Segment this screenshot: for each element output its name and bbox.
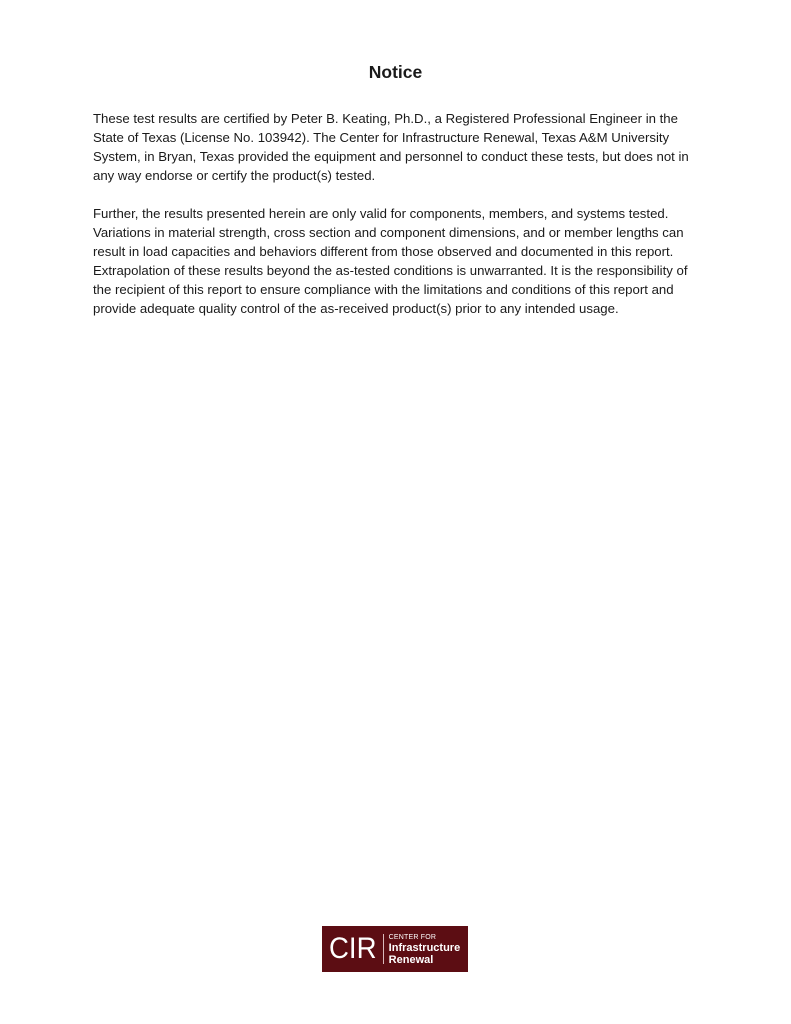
limitations-paragraph: Further, the results presented herein are only valid for components, members, and systems tested. Variations in material strength, cross section and component dimensions, and or member lengths can result in load capacities and behaviors different from those observed and documented in this report. Extrapolation of these results beyond the as-tested conditions is unwarranted. It is the responsibility of the recipient of this report to ensure compliance with the limitations and conditions of this report and provide adequate quality control of the as-received product(s) prior to any intended usage. — [93, 206, 688, 316]
logo-mark: CIR — [329, 932, 377, 965]
notice-body — [93, 109, 693, 337]
logo-line-infrastructure: Infrastructure — [388, 941, 461, 954]
logo-line-center-for: CENTER FOR — [388, 933, 437, 941]
cir-logo — [322, 926, 468, 972]
page-title: Notice — [368, 62, 423, 82]
logo-divider — [383, 934, 384, 964]
certification-paragraph: These test results are certified by Peter B. Keating, Ph.D., a Registered Professional Engineer in the State of Texas (License No. 103942). The Center for Infrastructure Renewal, Texas A&M University System, in Bryan, Texas provided the equipment and personnel to conduct these tests, but does not in any way endorse or certify the product(s) tested. — [93, 111, 689, 183]
logo-line-renewal: Renewal — [388, 953, 434, 966]
logo-text — [389, 933, 461, 966]
